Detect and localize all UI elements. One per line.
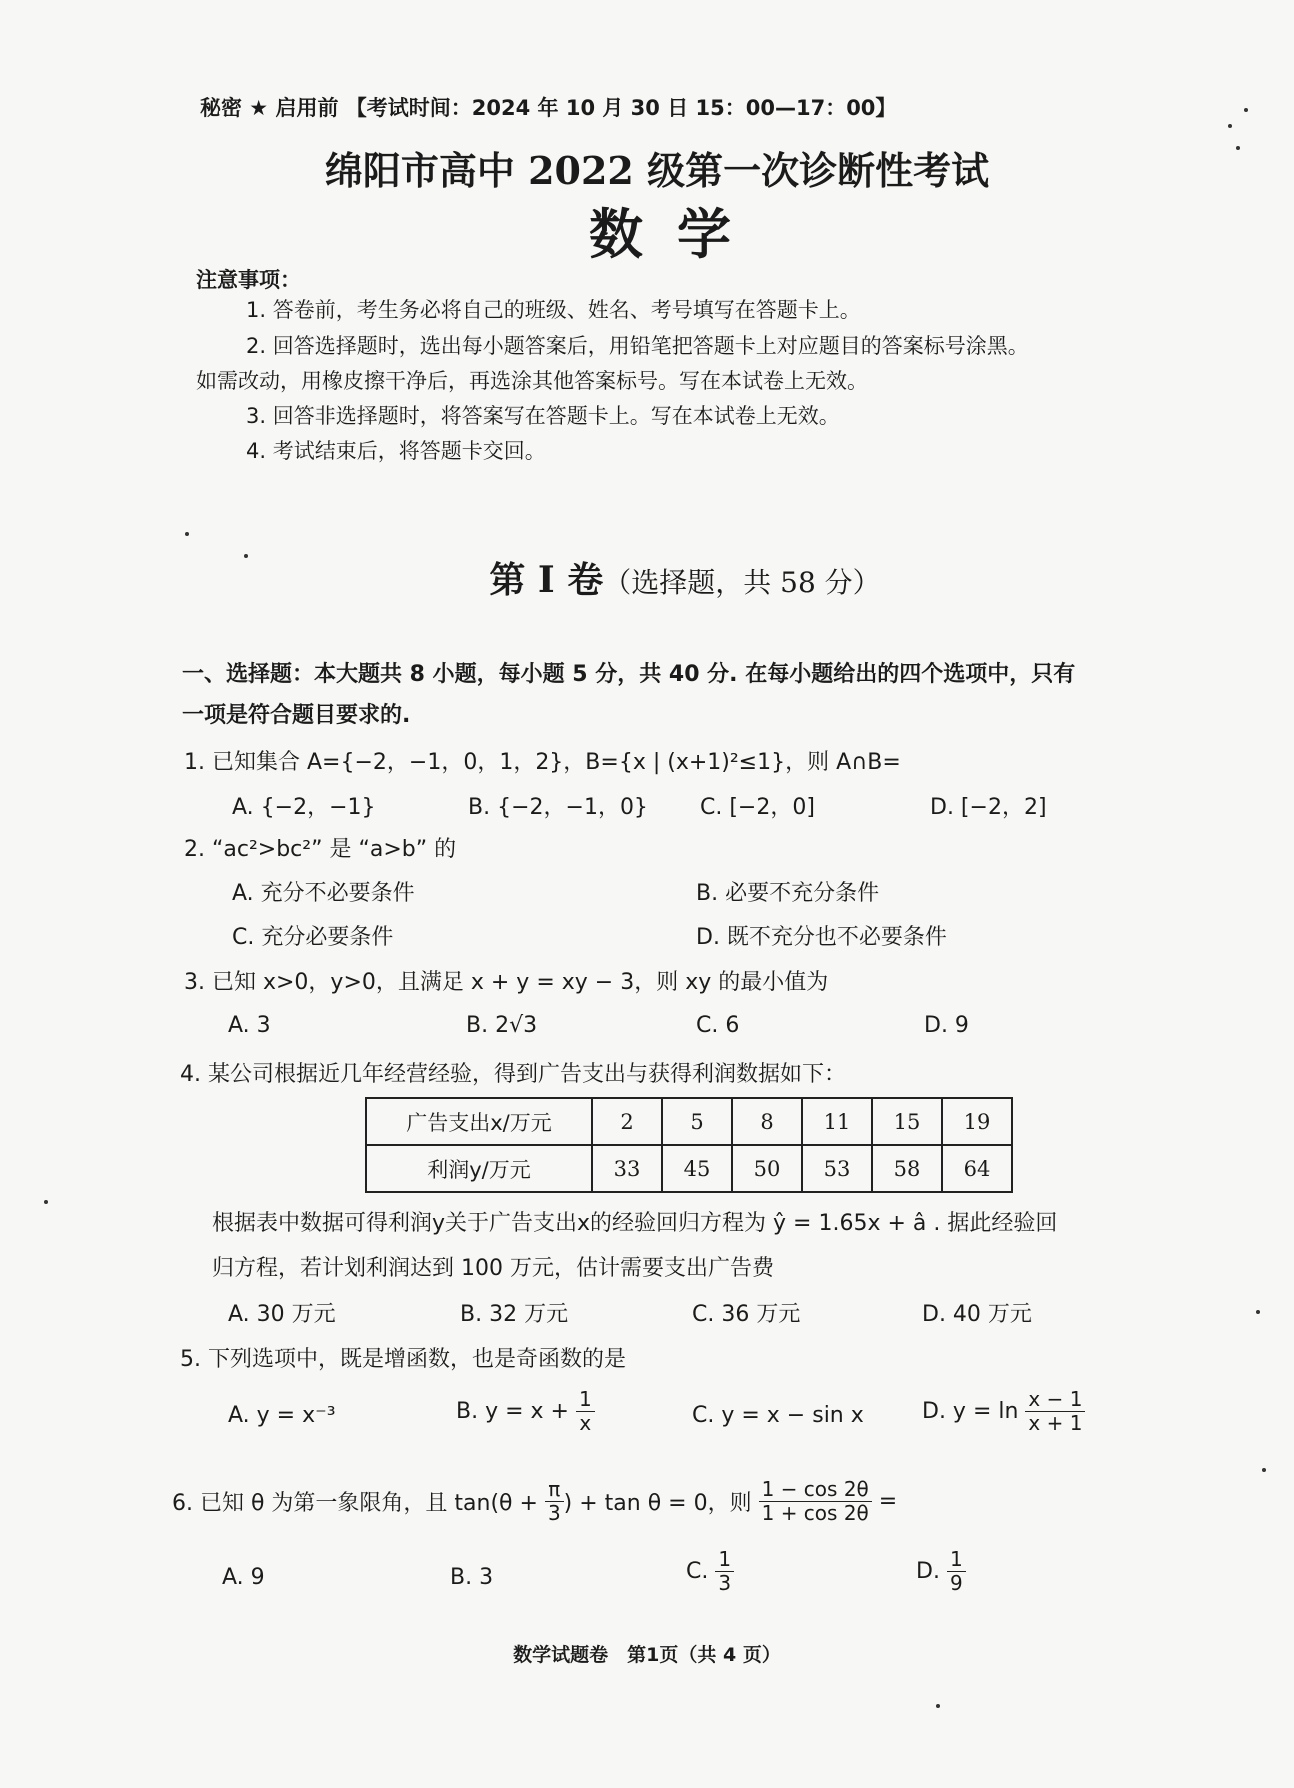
note-item: 如需改动，用橡皮擦干净后，再选涂其他答案标号。写在本试卷上无效。 (196, 369, 868, 393)
fraction-denominator: 3 (718, 1571, 732, 1595)
part-subtitle: （选择题，共 58 分） (603, 566, 881, 599)
q3-option-c: C. 6 (696, 1013, 740, 1038)
table-cell: 64 (942, 1145, 1012, 1192)
q1-option-d: D. [−2，2] (930, 795, 1047, 820)
fraction-numerator: π (545, 1478, 564, 1502)
q6-stem-middle: ) + tan θ = 0，则 (563, 1491, 752, 1516)
q4-option-c: C. 36 万元 (692, 1302, 801, 1327)
data-table (365, 1097, 1013, 1193)
table-row-header: 广告支出x/万元 (366, 1098, 592, 1145)
question-6-stem (172, 1478, 897, 1525)
fraction-numerator: x − 1 (1025, 1388, 1085, 1412)
question-4-text: 根据表中数据可得利润y关于广告支出x的经验回归方程为 ŷ = 1.65x + â . 据此经验回 (212, 1211, 1058, 1236)
table-cell: 11 (802, 1098, 872, 1145)
table-cell: 50 (732, 1145, 802, 1192)
q6-main-fraction (759, 1478, 872, 1525)
table-row (366, 1145, 1012, 1192)
fraction-numerator: 1 (576, 1388, 595, 1412)
q4-option-b: B. 32 万元 (460, 1302, 569, 1327)
q1-option-a: A. {−2，−1} (232, 795, 376, 820)
q3-option-a: A. 3 (228, 1013, 271, 1038)
scan-speck (185, 532, 189, 536)
q6-stem-prefix: 6. 已知 θ 为第一象限角，且 tan(θ + (172, 1491, 545, 1516)
q2-option-b: B. 必要不充分条件 (696, 881, 880, 906)
table-cell: 8 (732, 1098, 802, 1145)
q4-option-d: D. 40 万元 (922, 1302, 1032, 1327)
section-instructions: 一、选择题：本大题共 8 小题，每小题 5 分，共 40 分. 在每小题给出的四个选项中，只有 (182, 662, 1076, 687)
table-cell: 33 (592, 1145, 662, 1192)
page-footer: 数学试题卷 第1页（共 4 页） (513, 1644, 781, 1666)
q5-option-b-fraction (576, 1388, 595, 1435)
q4-option-a: A. 30 万元 (228, 1302, 336, 1327)
fraction-numerator: 1 − cos 2θ (759, 1478, 872, 1502)
question-1-stem: 1. 已知集合 A={−2，−1，0，1，2}，B={x | (x+1)²≤1}，则 A∩B= (184, 750, 901, 775)
q5-option-a: A. y = x⁻³ (228, 1403, 336, 1428)
part-title-main: 第 I 卷 (489, 559, 604, 601)
scan-speck (44, 1200, 48, 1204)
subject-title: 数学 (589, 202, 765, 266)
q6-option-d-prefix: D. (916, 1559, 940, 1584)
table-cell: 15 (872, 1098, 942, 1145)
q5-option-d (922, 1388, 1085, 1435)
q6-option-c (686, 1548, 734, 1595)
scan-speck (1236, 146, 1240, 150)
question-5-stem: 5. 下列选项中，既是增函数，也是奇函数的是 (180, 1347, 626, 1372)
q3-option-d: D. 9 (924, 1013, 969, 1038)
q5-option-b (456, 1388, 595, 1435)
q3-option-b: B. 2√3 (466, 1013, 538, 1038)
fraction-numerator: 1 (947, 1548, 966, 1572)
table-cell: 5 (662, 1098, 732, 1145)
confidential-header: 秘密 ★ 启用前 【考试时间：2024 年 10 月 30 日 15：00—17：00】 (200, 96, 897, 120)
notes-title: 注意事项： (196, 268, 301, 292)
scan-speck (936, 1704, 940, 1708)
q6-pi-fraction (545, 1478, 564, 1525)
table-cell: 45 (662, 1145, 732, 1192)
note-item: 1. 答卷前，考生务必将自己的班级、姓名、考号填写在答题卡上。 (246, 298, 861, 322)
note-item: 3. 回答非选择题时，将答案写在答题卡上。写在本试卷上无效。 (246, 404, 840, 428)
scan-speck (1228, 124, 1232, 128)
q1-option-c: C. [−2，0] (700, 795, 815, 820)
q6-option-a: A. 9 (222, 1565, 265, 1590)
table-cell: 2 (592, 1098, 662, 1145)
question-3-stem: 3. 已知 x>0，y>0，且满足 x + y = xy − 3，则 xy 的最小值为 (184, 970, 829, 995)
scan-speck (1262, 1468, 1266, 1472)
scan-speck (1256, 1310, 1260, 1314)
question-2-stem: 2. “ac²>bc²” 是 “a>b” 的 (184, 837, 457, 862)
scan-speck (244, 554, 248, 558)
note-item: 4. 考试结束后，将答题卡交回。 (246, 439, 546, 463)
table-cell: 58 (872, 1145, 942, 1192)
fraction-denominator: x + 1 (1028, 1411, 1083, 1435)
q6-option-c-prefix: C. (686, 1559, 709, 1584)
question-4-stem: 4. 某公司根据近几年经营经验，得到广告支出与获得利润数据如下： (180, 1062, 846, 1087)
q6-option-b: B. 3 (450, 1565, 494, 1590)
q5-option-c: C. y = x − sin x (692, 1403, 864, 1428)
q6-option-c-fraction (715, 1548, 734, 1595)
fraction-denominator: 3 (547, 1501, 561, 1525)
part-title (0, 552, 1294, 603)
fraction-numerator: 1 (715, 1548, 734, 1572)
table-row-header: 利润y/万元 (366, 1145, 592, 1192)
fraction-denominator: 1 + cos 2θ (761, 1501, 869, 1525)
exam-title: 绵阳市高中 2022 级第一次诊断性考试 (324, 148, 990, 193)
section-instructions-cont: 一项是符合题目要求的. (182, 703, 411, 728)
q2-option-a: A. 充分不必要条件 (232, 881, 415, 906)
question-4-text-cont: 归方程，若计划利润达到 100 万元，估计需要支出广告费 (212, 1256, 774, 1281)
q1-option-b: B. {−2，−1，0} (468, 795, 648, 820)
q5-option-d-fraction (1025, 1388, 1085, 1435)
q2-option-c: C. 充分必要条件 (232, 925, 394, 950)
table-row (366, 1098, 1012, 1145)
note-item: 2. 回答选择题时，选出每小题答案后，用铅笔把答题卡上对应题目的答案标号涂黑。 (246, 334, 1029, 358)
q5-option-d-prefix: D. y = ln (922, 1399, 1019, 1424)
q6-stem-end: = (878, 1489, 898, 1514)
table-cell: 19 (942, 1098, 1012, 1145)
q6-option-d (916, 1548, 966, 1595)
q2-option-d: D. 既不充分也不必要条件 (696, 925, 947, 950)
fraction-denominator: x (579, 1411, 592, 1435)
q5-option-b-prefix: B. y = x + (456, 1399, 569, 1424)
scan-speck (1244, 108, 1248, 112)
fraction-denominator: 9 (949, 1571, 963, 1595)
q6-option-d-fraction (947, 1548, 966, 1595)
table-cell: 53 (802, 1145, 872, 1192)
